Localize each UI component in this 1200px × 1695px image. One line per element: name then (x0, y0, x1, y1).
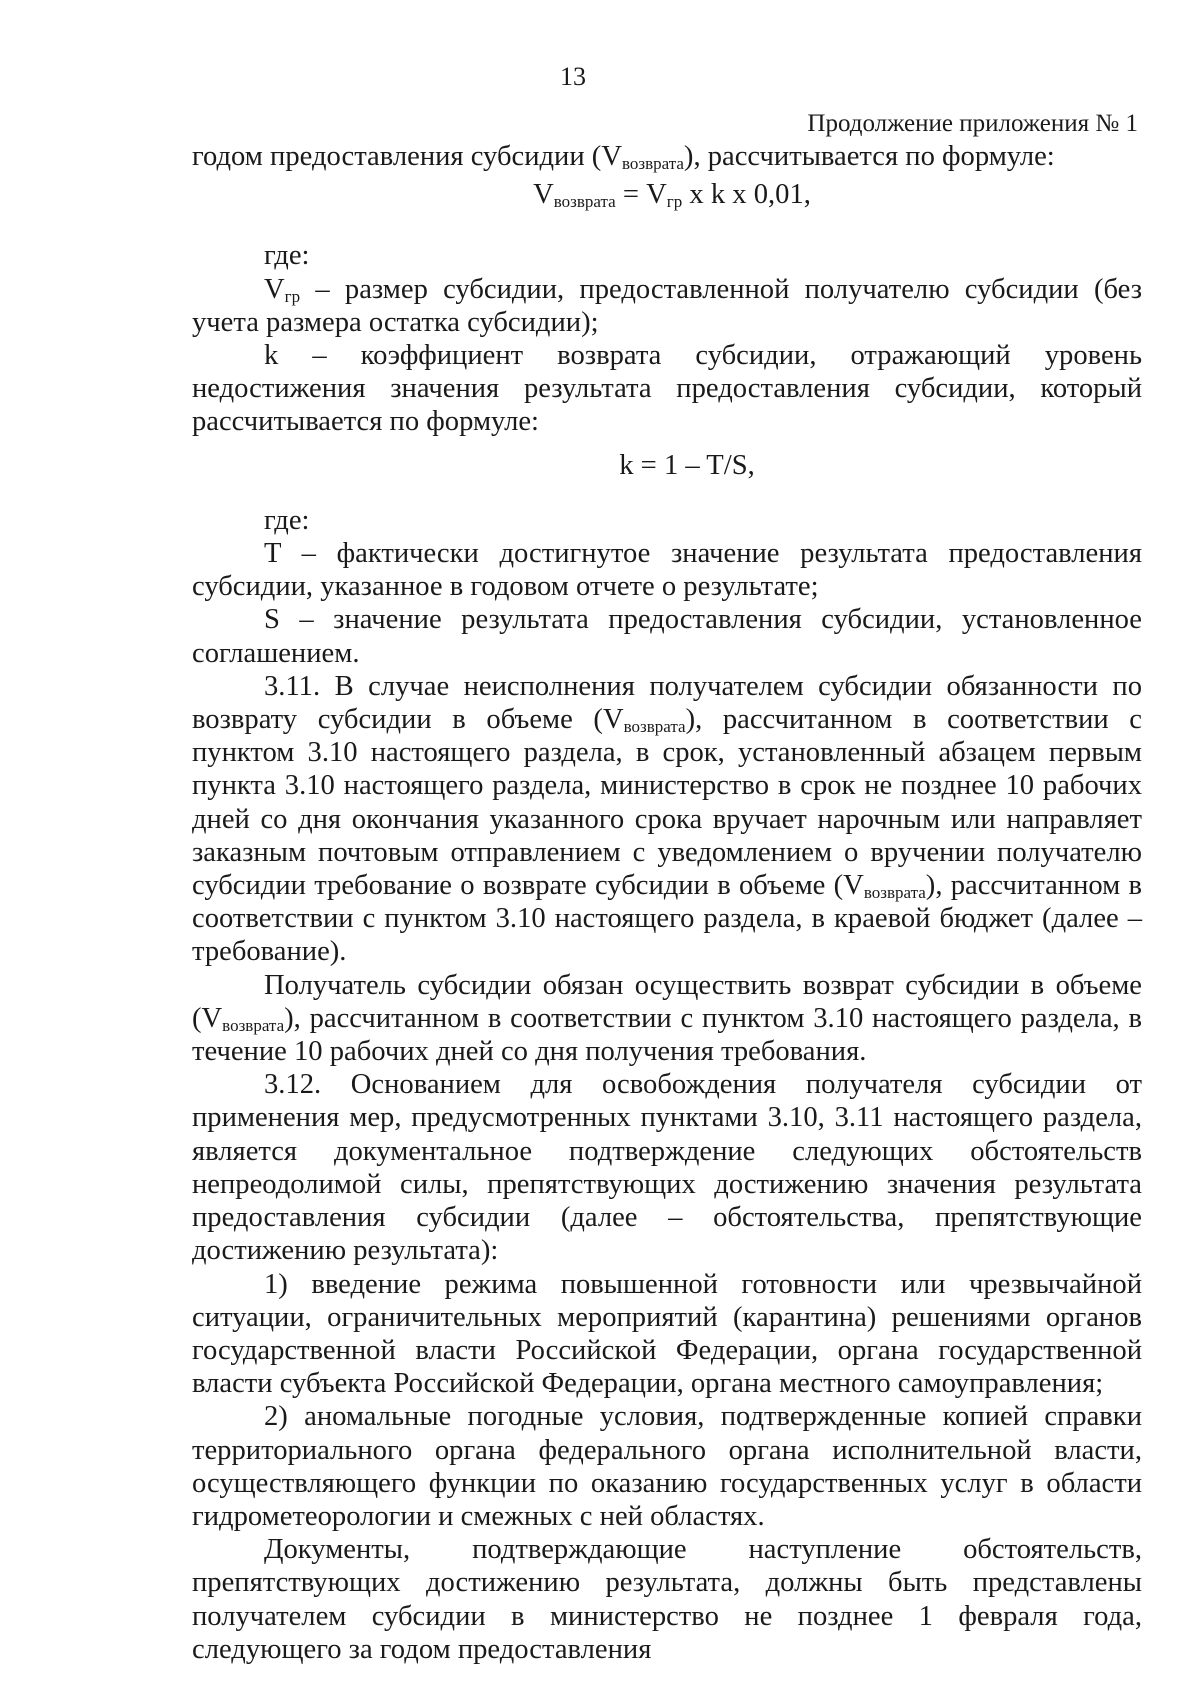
paragraph-3-11: 3.11. В случае неисполнения получателем субсидии обязанности по возврату субсидии в объеме $(V_{возврата})$, рассчитанном в соответствии с пунктом 3.10 настоящего раздела, в срок, установленный абзацем первым пункта 3.10 настоящего раздела, министерство в срок не позднее 10 рабочих дней со дня окончания указанного срока вручает нарочным или направляет заказным почтовым отправлением с уведомлением о вручении получателю субсидии требование о возврате субсидии в объеме $(V_{возврата})$, рассчитанном в соответствии с пунктом 3.10 настоящего раздела, в краевой бюджет (далее – требование). (192, 670, 1143, 968)
document-body (192, 140, 1142, 1666)
list-item-1: 1) введение режима повышенной готовности или чрезвычайной ситуации, ограничительных мероприятий (карантина) решениями органов государственной власти Российской Федерации, органа государственной власти субъекта Российской Федерации, органа местного самоуправления; (192, 1268, 1142, 1400)
paragraph-recipient-obligation: Получатель субсидии обязан осуществить возврат субсидии в объеме $(V_{возврата})$, рассчитанном в соответствии с пунктом 3.10 настоящего раздела, в течение 10 рабочих дней со дня получения требования. (192, 969, 1142, 1068)
definition-k: k – коэффициент возврата субсидии, отражающий уровень недостижения значения результата предоставления субсидии, который рассчитывается по формуле: (192, 340, 1142, 438)
definition-t: T – фактически достигнутое значение результата предоставления субсидии, указанное в годовом отчете о результате; (192, 538, 1142, 603)
appendix-continuation-label: Продолжение приложения № 1 (807, 110, 1138, 137)
paragraph-documents: Документы, подтверждающие наступление обстоятельств, препятствующих достижению результата, должны быть представлены получателем субсидии в министерство не позднее 1 февраля года, следующего за годом предоставления (192, 1534, 1142, 1665)
paragraph-formula-intro: годом предоставления субсидии $(V_{возврата})$, рассчитывается по формуле: (192, 141, 1055, 173)
where-label: где: (264, 240, 310, 272)
paragraph-3-12: 3.12. Основанием для освобождения получателя субсидии от применения мер, предусмотренных пунктами 3.10, 3.11 настоящего раздела, является документальное подтверждение следующих обстоятельств непреодолимой силы, препятствующих достижению значения результата предоставления субсидии (далее – обстоятельства, препятствующие достижению результата): (192, 1069, 1142, 1267)
list-item-2: 2) аномальные погодные условия, подтвержденные копией справки территориального органа федерального органа исполнительной власти, осуществляющего функции по оказанию государственных услуг в области гидрометеорологии и смежных с ней областях. (192, 1401, 1142, 1532)
page-number: 13 (560, 62, 586, 91)
definition-s: S – значение результата предоставления субсидии, установленное соглашением. (192, 604, 1142, 669)
where-label: где: (264, 504, 310, 536)
formula-k: k = 1 – T/S, (619, 449, 755, 481)
formula-return-volume: $V_{возврата} = V_{гр}$ x k x 0,01, (533, 179, 811, 212)
definition-vgr: $V_{гр}$ – размер субсидии, предоставленной получателю субсидии (без учета размера остатка субсидии); (192, 273, 1142, 338)
